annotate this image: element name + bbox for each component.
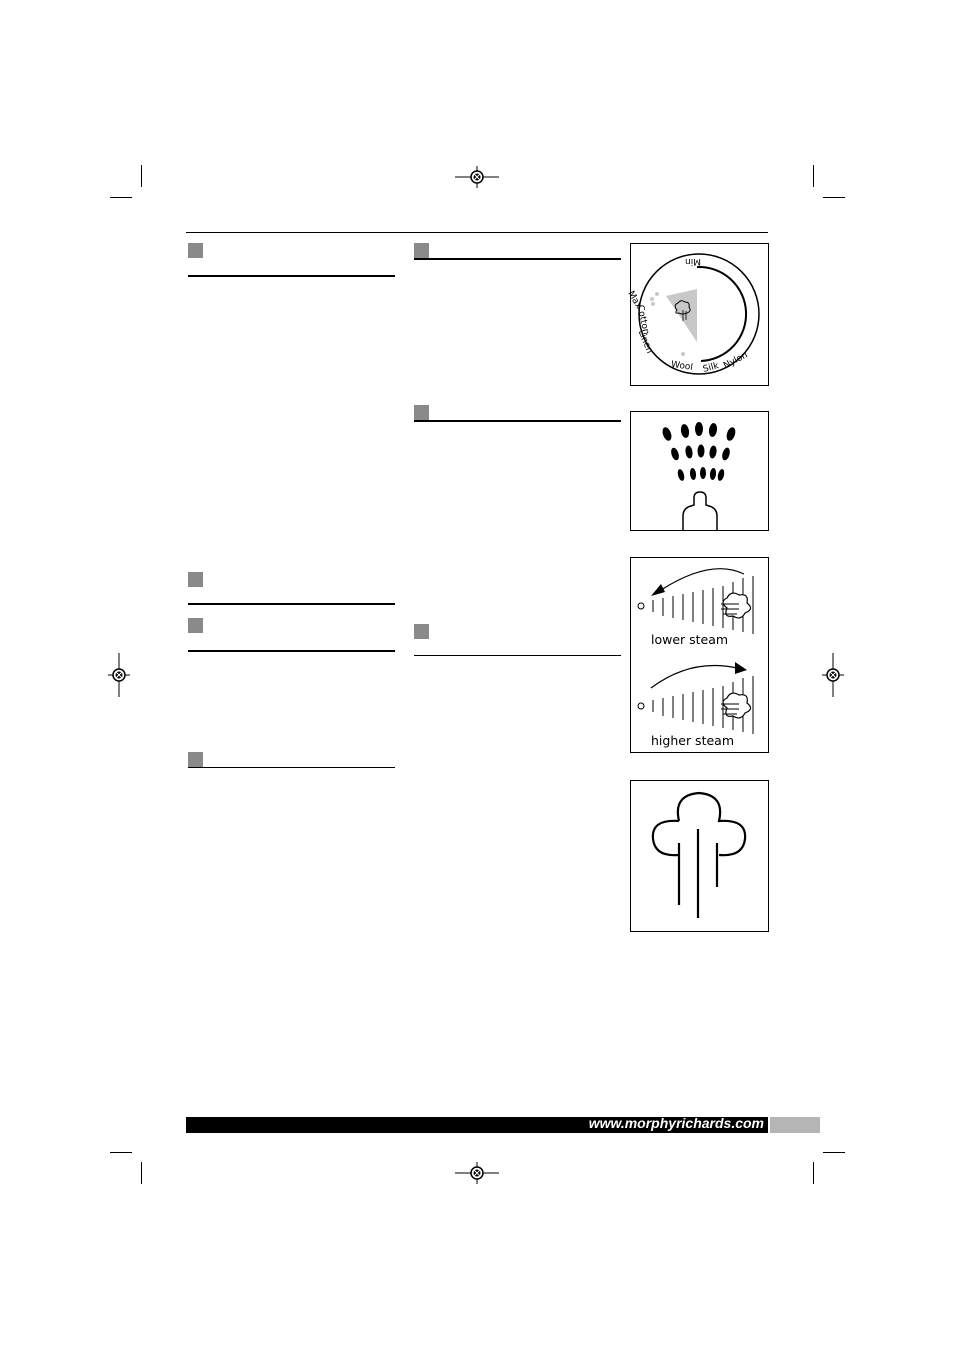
temperature-dial-panel xyxy=(625,243,769,386)
registration-mark-icon xyxy=(822,653,844,697)
steam-burst-icon xyxy=(631,781,768,931)
header-rule xyxy=(186,232,768,233)
dial-label-nylon: Nylon xyxy=(722,350,750,372)
dial-label-linen: Linen xyxy=(635,328,655,356)
dial-label-cotton: Cotton xyxy=(634,304,651,336)
spray-icon xyxy=(631,412,768,530)
temperature-dial-icon xyxy=(625,244,768,385)
steam-control-panel xyxy=(630,557,769,753)
footer-page-tab xyxy=(770,1117,820,1133)
dial-label-min: Min xyxy=(685,256,701,266)
dial-label-silk: Silk xyxy=(701,361,720,375)
registration-mark-icon xyxy=(455,1162,499,1184)
registration-mark-icon xyxy=(455,166,499,188)
footer-url[interactable]: www.morphyrichards.com xyxy=(588,1115,764,1131)
lower-steam-label: lower steam xyxy=(651,632,729,647)
higher-steam-label: higher steam xyxy=(651,733,734,748)
footer-bar xyxy=(186,1117,768,1133)
spray-panel xyxy=(630,411,769,531)
dial-label-wool: Wool xyxy=(670,359,694,373)
steam-burst-panel xyxy=(630,780,769,932)
dial-label-max: Max xyxy=(625,289,644,311)
steam-control-icon xyxy=(631,558,768,752)
registration-mark-icon xyxy=(108,653,130,697)
